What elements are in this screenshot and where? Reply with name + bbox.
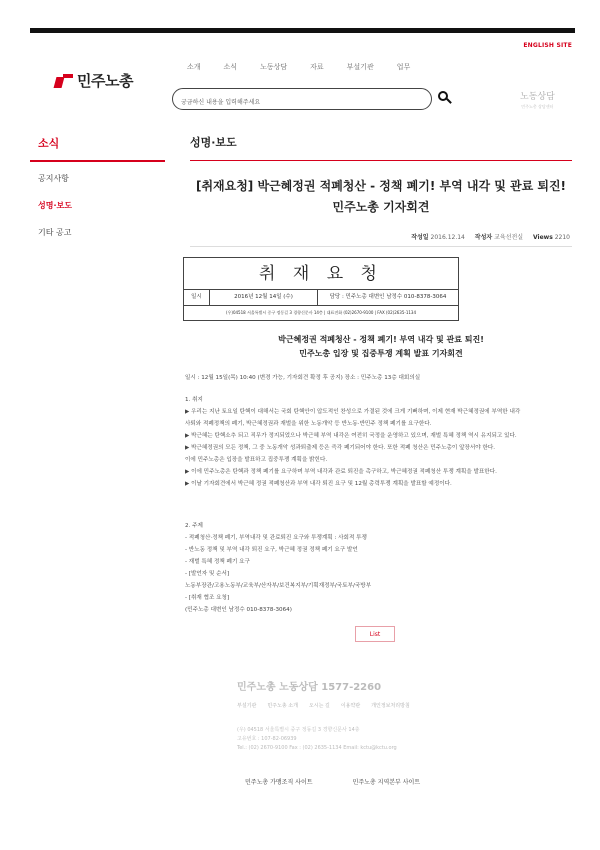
affiliate-sites-link[interactable]: 민주노총 가맹조직 사이트 [245, 779, 313, 786]
consult-subtitle: 민주노총 상담센터 [521, 104, 554, 109]
nav-item[interactable]: 자료 [310, 63, 324, 71]
regional-sites-link[interactable]: 민주노총 지역본부 사이트 [352, 779, 421, 786]
notice-date: 2016년 12월 14일 (수) [210, 290, 318, 305]
logo-text: 민주노총 [77, 72, 133, 90]
author-value: 교육선전실 [494, 234, 524, 241]
sidebar-menu [38, 173, 72, 254]
sidebar-divider [30, 160, 165, 162]
consult-title: 노동상담 [520, 92, 555, 102]
body-heading-line2: 민주노총 입장 및 집중투쟁 계획 발표 기자회견 [299, 349, 463, 358]
logo[interactable] [55, 70, 133, 91]
paragraph: - 적폐청산·정책 폐기, 부역내각 및 관료퇴진 요구와 투쟁계획 : 사회적 투쟁 [185, 535, 367, 541]
notice-footer: (우)04518 서울특별시 중구 정동길 3 경향신문사 14층 | 대표전화 (02)2670-9100 | FAX (02)2635-1134 [225, 310, 416, 315]
notice-date-label: 일시 [184, 290, 210, 305]
footer-link[interactable]: 부설기관 [237, 703, 257, 709]
footer-sites [245, 777, 460, 786]
views-value: 2210 [554, 234, 570, 241]
footer-link[interactable]: 이용약관 [340, 703, 361, 709]
author-label: 작성자 [474, 234, 493, 241]
notice-heading: 취 재 요 청 [184, 258, 458, 290]
section-title: 2. 주제 [185, 523, 203, 529]
section-2 [185, 520, 575, 616]
list-button[interactable]: List [355, 626, 395, 642]
footer-phone: 민주노총 노동상담 1577-2260 [237, 682, 382, 693]
section-title: 1. 취지 [185, 397, 203, 403]
footer-links [237, 702, 421, 709]
date-label: 작성일 [411, 234, 429, 241]
date-value: 2016.12.14 [430, 234, 465, 241]
english-site-link[interactable]: ENGLISH SITE [523, 42, 572, 49]
sidebar-title: 소식 [38, 137, 60, 150]
footer-link[interactable]: 민주노총 소개 [267, 703, 298, 709]
schedule-text: 일시 : 12월 15일(목) 10:40 (변경 가능, 기자회견 확정 후 공지) 장소 : 민주노총 13층 대회의실 [185, 375, 421, 381]
top-bar [30, 28, 575, 33]
search-input[interactable] [181, 93, 421, 113]
paragraph: (민주노총 대변인 남정수 010-8378-3064) [185, 607, 292, 613]
paragraph: ▶ 박근혜정권의 모든 정책, 그 중 노동개악 성과퇴출제 등은 즉각 폐기되어야 한다. 또한 적폐 청산은 민주노총이 앞장서야 한다. [185, 445, 496, 451]
search-icon[interactable] [438, 91, 452, 105]
paragraph: ▶ 우리는 지난 토요일 탄핵이 대해서는 국회 탄핵안이 압도적인 찬성으로 가결된 것에 크게 기뻐하며, 이제 현재 박근혜정권에 부역한 내각 [185, 409, 521, 415]
views-label: Views [533, 234, 553, 241]
article-title-line2: 민주노총 기자회견 [332, 200, 430, 214]
search-box [172, 88, 432, 110]
nav-item[interactable]: 부설기관 [346, 63, 374, 71]
paragraph: ▶ 이에 민주노총은 탄핵과 정책 폐기를 요구하며 부역 내각과 관료 퇴진을 촉구하고, 박근혜정권 적폐청산 투쟁 계획을 발표한다. [185, 469, 497, 475]
paragraph: - [취재 협조 요청] [185, 595, 230, 601]
schedule [185, 372, 575, 384]
address-line: (우) 04518 서울특별시 중구 정동길 3 경향신문사 14층 [237, 727, 360, 733]
page-title-divider [190, 160, 572, 161]
article-meta [403, 232, 570, 241]
footer-link[interactable]: 개인정보처리방침 [371, 703, 410, 709]
consult-link[interactable] [520, 89, 555, 110]
paragraph: 이에 민주노총은 입장을 발표하고 집중투쟁 계획을 밝힌다. [185, 457, 328, 463]
paragraph: - 재벌 특혜 정책 폐기 요구 [185, 559, 250, 565]
main-nav [187, 62, 433, 72]
footer-link[interactable]: 오시는 길 [308, 703, 330, 709]
sidebar-item-other[interactable]: 기타 공고 [38, 228, 72, 237]
nav-item[interactable]: 노동상담 [260, 63, 288, 71]
sidebar-item-notices[interactable]: 공지사항 [38, 174, 69, 183]
body-heading [190, 333, 572, 361]
nav-item[interactable]: 업무 [396, 63, 411, 71]
address-line: 고유번호 : 107-82-06939 [237, 736, 297, 742]
meta-divider [190, 246, 572, 247]
nav-item[interactable]: 소개 [187, 63, 201, 71]
address-line: Tel.: (02) 2670-9100 Fax : (02) 2635-1134 Email: kctu@kctu.org [237, 745, 397, 751]
paragraph: 사퇴와 적폐정책의 폐기, 박근혜정권과 재벌을 위한 노동개악 등 반노동·반민주 정책 폐기를 요구한다. [185, 421, 432, 427]
page-title: 성명·보도 [190, 136, 237, 149]
article-title [190, 176, 572, 218]
paragraph: ▶ 이날 기자회견에서 박근혜 정권 적폐청산과 부역 내각 퇴진 요구 및 12월 총력투쟁 계획을 발표할 예정이다. [185, 481, 452, 487]
paragraph: - 반노동 정책 및 부역 내각 퇴진 요구, 박근혜 정권 정책 폐기 요구 발언 [185, 547, 358, 553]
paragraph: ▶ 박근혜는 탄핵소추 되고 직무가 정지되었으나 박근혜 부역 내각은 여전히 국정을 운영하고 있으며, 재벌 특혜 정책 역시 유지되고 있다. [185, 433, 517, 439]
article-title-line1: [취재요청] 박근혜정권 적폐청산 - 정책 폐기! 부역 내각 및 관료 퇴진! [195, 179, 567, 193]
footer-address [237, 726, 397, 753]
section-1 [185, 394, 575, 490]
body-heading-line1: 박근혜정권 적폐청산 - 정책 폐기! 부역 내각 및 관료 퇴진! [278, 335, 484, 344]
press-notice-box [183, 257, 459, 321]
notice-contact: 담당 : 민주노총 대변인 남정수 010-8378-3064 [329, 294, 447, 300]
kctu-logo-icon [55, 74, 73, 88]
paragraph: 노동부장관/고용노동부/교육부/산자부/보건복지부/기획재정부/국토부/국방부 [185, 583, 372, 589]
sidebar-item-statements[interactable]: 성명·보도 [38, 201, 72, 210]
paragraph: - [발언자 및 순서] [185, 571, 230, 577]
nav-item[interactable]: 소식 [223, 63, 238, 71]
